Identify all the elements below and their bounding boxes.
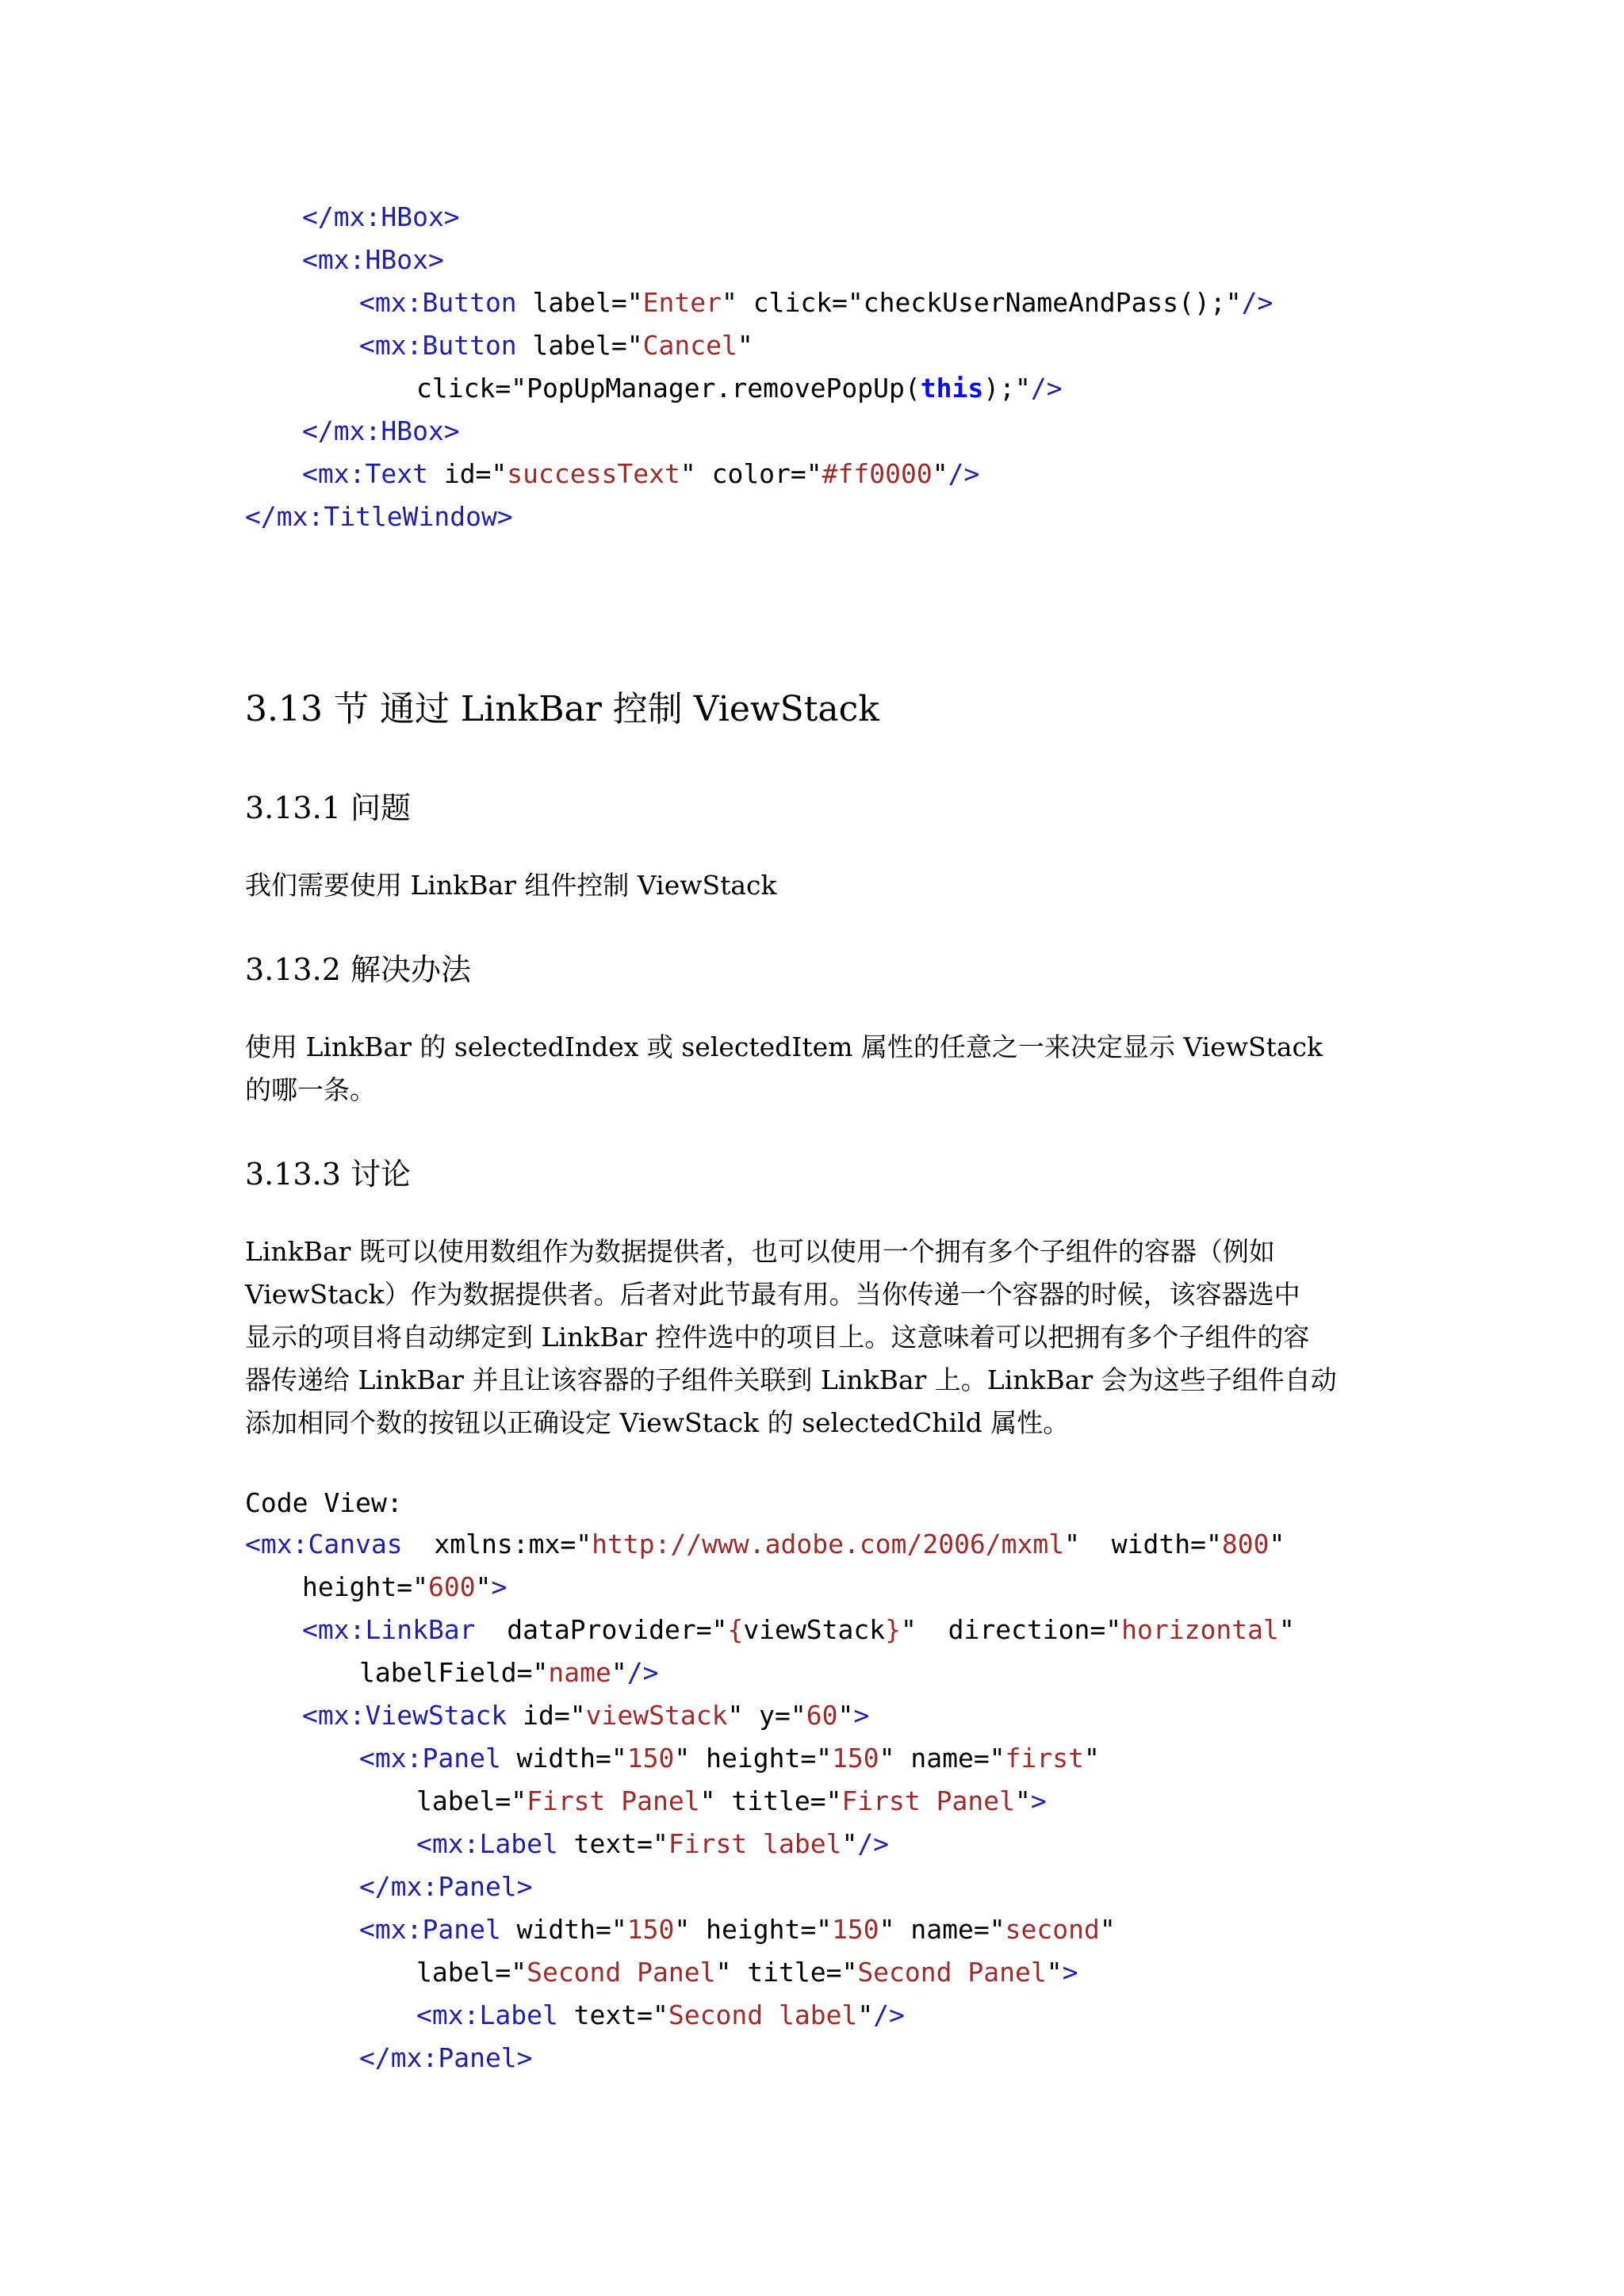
code-line — [302, 1609, 1295, 1651]
code-line — [302, 197, 460, 238]
code-token: </mx:Panel> — [359, 2042, 533, 2073]
code-token: second — [1005, 1914, 1100, 1945]
code-token: text=" — [557, 1828, 668, 1859]
solution-heading: 3.13.2 解决办法 — [245, 952, 471, 987]
code-token: <mx:Text — [302, 458, 428, 489]
code-token: " height=" — [674, 1743, 833, 1774]
code-token: /> — [626, 1657, 659, 1688]
code-token: successText — [507, 458, 680, 489]
code-token: " width=" — [1064, 1529, 1222, 1559]
code-line — [359, 1866, 533, 1908]
solution-line: 的哪一条。 — [245, 1074, 376, 1105]
code-token: " — [1014, 1785, 1031, 1816]
code-token: Second Panel — [527, 1957, 716, 1988]
code-token: viewStack — [585, 1700, 728, 1731]
code-token: " y=" — [727, 1700, 806, 1731]
code-token: id=" — [507, 1700, 586, 1731]
code-token: Second label — [668, 1999, 858, 2030]
code-token: <mx:LinkBar — [302, 1614, 476, 1645]
code-token: #ff0000 — [822, 458, 933, 489]
code-token: 600 — [427, 1571, 476, 1602]
code-token: http://www.adobe.com/2006/mxml — [592, 1529, 1065, 1559]
code-line — [302, 239, 444, 281]
code-token: " direction=" — [901, 1614, 1122, 1645]
code-token: click="PopUpManager.removePopUp( — [416, 373, 921, 404]
code-token: " — [1278, 1614, 1295, 1645]
code-token: > — [1030, 1785, 1047, 1816]
code-token: /> — [873, 1999, 905, 2030]
problem-line: 我们需要使用 LinkBar 组件控制 ViewStack — [245, 870, 777, 901]
code-token: " click="checkUserNameAndPass();" — [721, 287, 1242, 318]
code-token: > — [1062, 1957, 1078, 1988]
code-token: name — [548, 1657, 611, 1688]
code-line — [359, 1909, 1116, 1950]
code-token: </mx:HBox> — [302, 415, 460, 446]
code-token: 150 — [832, 1743, 879, 1774]
code-token: xmlns:mx=" — [402, 1529, 592, 1559]
code-token: " color=" — [680, 458, 822, 489]
code-token: First Panel — [527, 1785, 700, 1816]
code-token: </mx:Panel> — [359, 1871, 533, 1902]
code-token: " — [737, 330, 753, 361]
code-token: id=" — [427, 458, 508, 489]
discussion-line: 显示的项目将自动绑定到 LinkBar 控件选中的项目上。这意味着可以把拥有多个子组件的容 — [245, 1322, 1310, 1353]
code-token: " — [1046, 1957, 1063, 1988]
code-token: /> — [948, 458, 980, 489]
code-line — [245, 496, 513, 538]
code-token: { — [727, 1614, 744, 1645]
code-token: labelField=" — [359, 1657, 549, 1688]
code-token: > — [853, 1700, 870, 1731]
code-line — [416, 368, 1063, 409]
code-token: " — [1099, 1914, 1116, 1945]
code-token: viewStack — [743, 1614, 886, 1645]
code-token: width=" — [500, 1743, 627, 1774]
code-token: <mx:Panel — [359, 1743, 501, 1774]
code-token: " — [611, 1657, 627, 1688]
code-token: first — [1005, 1743, 1084, 1774]
code-token: First label — [668, 1828, 842, 1859]
code-token: 150 — [626, 1743, 675, 1774]
code-view-label: Code View: — [245, 1487, 403, 1518]
code-token: " name=" — [879, 1743, 1005, 1774]
discussion-heading: 3.13.3 讨论 — [245, 1157, 411, 1192]
code-token: <mx:Button — [359, 330, 517, 361]
code-line — [359, 2038, 533, 2079]
code-token: " name=" — [879, 1914, 1005, 1945]
code-token: <mx:Label — [416, 1999, 558, 2030]
code-line — [416, 1995, 905, 2036]
code-token: label=" — [416, 1957, 527, 1988]
solution-line: 使用 LinkBar 的 selectedIndex 或 selectedItem 属性的任意之一来决定显示 ViewStack — [245, 1031, 1323, 1062]
problem-text — [245, 864, 1387, 907]
code-token: First Panel — [841, 1785, 1015, 1816]
code-token: text=" — [557, 1999, 668, 2030]
discussion-line: 器传递给 LinkBar 并且让该容器的子组件关联到 LinkBar 上。LinkBar 会为这些子组件自动 — [245, 1364, 1337, 1395]
code-line — [359, 1738, 1100, 1779]
code-token: width=" — [500, 1914, 627, 1945]
code-token: /> — [1241, 287, 1274, 318]
code-token: } — [885, 1614, 901, 1645]
code-token: <mx:Label — [416, 1828, 558, 1859]
code-token: 60 — [806, 1700, 838, 1731]
code-token: label=" — [516, 330, 643, 361]
code-token: " title=" — [715, 1957, 858, 1988]
code-token: 800 — [1221, 1529, 1270, 1559]
code-token: <mx:Panel — [359, 1914, 501, 1945]
solution-text — [245, 1026, 1387, 1112]
code-token: /> — [1030, 373, 1063, 404]
code-line — [416, 1823, 889, 1865]
code-token: label=" — [516, 287, 643, 318]
code-token: Enter — [642, 287, 722, 318]
code-token: Cancel — [642, 330, 737, 361]
code-line — [359, 1652, 659, 1693]
code-token: " title=" — [699, 1785, 842, 1816]
code-line — [302, 453, 979, 495]
code-token: " — [932, 458, 948, 489]
code-line — [416, 1952, 1078, 1993]
section-title: 3.13 节 通过 LinkBar 控制 ViewStack — [245, 689, 879, 729]
code-token: 150 — [626, 1914, 675, 1945]
code-token: );" — [983, 373, 1031, 404]
code-token: horizontal — [1121, 1614, 1279, 1645]
code-token: this — [920, 373, 984, 404]
code-line — [416, 1781, 1047, 1822]
code-token: 150 — [832, 1914, 879, 1945]
code-line — [245, 1524, 1285, 1565]
code-token: > — [491, 1571, 508, 1602]
code-token: dataProvider=" — [475, 1614, 728, 1645]
code-token: <mx:HBox> — [302, 244, 444, 275]
code-token: " — [475, 1571, 492, 1602]
discussion-line: 添加相同个数的按钮以正确设定 ViewStack 的 selectedChild 属性。 — [245, 1407, 1070, 1438]
discussion-text — [245, 1230, 1387, 1445]
code-token: Second Panel — [857, 1957, 1047, 1988]
code-token: " — [837, 1700, 854, 1731]
code-token: <mx:ViewStack — [302, 1700, 508, 1731]
code-line — [302, 411, 460, 452]
code-token: label=" — [416, 1785, 527, 1816]
discussion-line: ViewStack）作为数据提供者。后者对此节最有用。当你传递一个容器的时候，该容器选中 — [245, 1279, 1300, 1310]
code-line — [302, 1695, 869, 1736]
code-token: <mx:Canvas — [245, 1529, 403, 1559]
code-token: height=" — [302, 1571, 428, 1602]
code-token: " — [1083, 1743, 1100, 1774]
code-line — [359, 282, 1273, 323]
problem-heading: 3.13.1 问题 — [245, 790, 411, 825]
code-token: </mx:TitleWindow> — [245, 501, 513, 532]
discussion-line: LinkBar 既可以使用数组作为数据提供者，也可以使用一个拥有多个子组件的容器（例如 — [245, 1236, 1275, 1267]
code-token: </mx:HBox> — [302, 201, 460, 232]
code-line — [359, 325, 753, 366]
code-token: " height=" — [674, 1914, 833, 1945]
code-token: " — [857, 1999, 874, 2030]
code-token: " — [1269, 1529, 1285, 1559]
code-token: /> — [857, 1828, 890, 1859]
code-token: <mx:Button — [359, 287, 517, 318]
code-token: " — [841, 1828, 858, 1859]
code-line — [302, 1567, 507, 1608]
